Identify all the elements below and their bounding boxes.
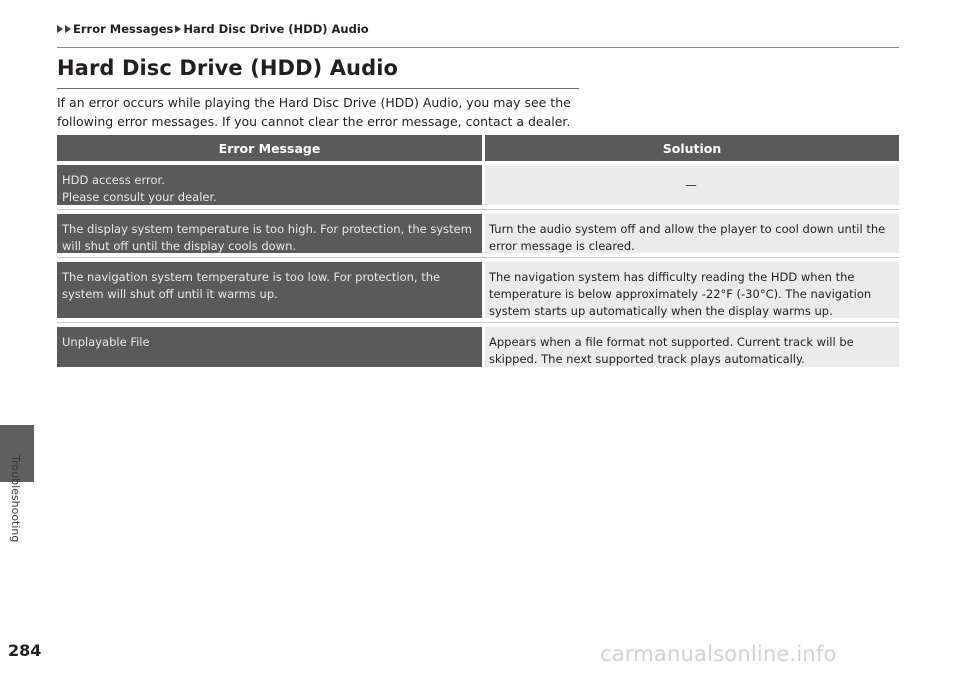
breadcrumb — [57, 22, 369, 36]
section-label: Troubleshooting — [9, 455, 22, 543]
table-row — [57, 214, 899, 253]
header-divider — [57, 47, 899, 48]
column-header-solution: Solution — [662, 140, 722, 156]
breadcrumb-item[interactable]: Hard Disc Drive (HDD) Audio — [183, 22, 369, 36]
table-row — [57, 262, 899, 318]
arrow-right-icon — [65, 25, 71, 33]
intro-paragraph: If an error occurs while playing the Hard Disc Drive (HDD) Audio, you may see the following error messages. If you cannot clear the error message, contact a dealer. — [57, 95, 571, 129]
page-number: 284 — [8, 641, 42, 660]
column-header-error-message: Error Message — [218, 140, 321, 156]
title-underline — [57, 88, 579, 89]
arrow-right-icon — [175, 25, 181, 33]
error-message-cell: The display system temperature is too high. For protection, the system will shut off until the display cools down. — [57, 214, 482, 253]
table-header-row — [57, 135, 899, 161]
error-message-cell: The navigation system temperature is too low. For protection, the system will shut off until it warms up. — [57, 262, 482, 318]
breadcrumb-item[interactable]: Error Messages — [73, 22, 174, 36]
watermark: carmanualsonline.info — [600, 642, 837, 666]
table-row — [57, 165, 899, 205]
error-message-cell: HDD access error. Please consult your dealer. — [57, 165, 482, 205]
solution-cell: The navigation system has difficulty reading the HDD when the temperature is below approximately -22°F (-30°C). The navigation system starts up automatically when the display warms up. — [485, 262, 899, 318]
error-message-cell: Unplayable File — [57, 327, 482, 367]
solution-cell: Appears when a file format not supported. Current track will be skipped. The next supported track plays automatically. — [485, 327, 899, 367]
error-table — [57, 135, 899, 367]
page-title: Hard Disc Drive (HDD) Audio — [57, 56, 399, 80]
solution-cell: — — [485, 165, 899, 205]
table-row — [57, 327, 899, 367]
arrow-right-icon — [57, 25, 63, 33]
solution-cell: Turn the audio system off and allow the player to cool down until the error message is cleared. — [485, 214, 899, 253]
